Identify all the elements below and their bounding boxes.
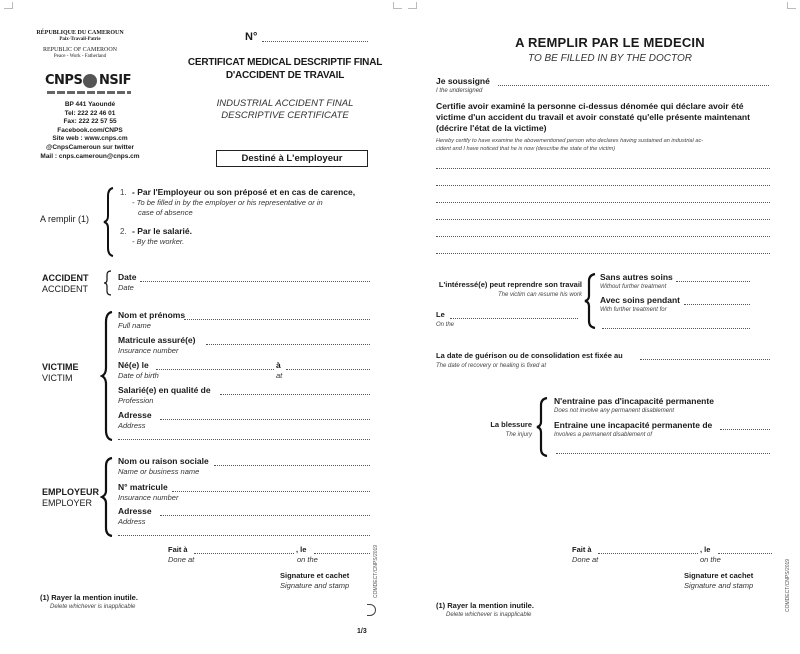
employer-label-en: EMPLOYER (42, 498, 93, 508)
description-line[interactable] (436, 185, 770, 186)
resume-extra-field[interactable] (602, 328, 750, 329)
certify-fr-line: victime d'un accident du travail et avoir constaté qu'elle présente maintenant (436, 112, 751, 122)
brace-icon (103, 270, 113, 296)
title-en (185, 98, 385, 122)
print-code: COMDECT/CNPS/2019 (785, 558, 791, 612)
undersigned-field[interactable] (498, 85, 769, 86)
crop-mark (4, 2, 13, 9)
recovery-field[interactable] (640, 359, 770, 360)
employer-address-field-2[interactable] (118, 535, 370, 536)
contact-line: Facebook.com/CNPS (57, 126, 123, 134)
recovery-en: The date of recovery or healing is fixed at (436, 363, 547, 369)
victim-insurance-en: Insurance number (118, 346, 179, 355)
title-en-line: DESCRIPTIVE CERTIFICATE (221, 110, 349, 121)
recovery-fr: La date de guérison ou de consolidation est fixée au (436, 351, 623, 360)
victim-birthplace-field[interactable] (286, 369, 370, 370)
destination-label: Destiné à L'employeur (241, 153, 343, 164)
employer-address-en: Address (118, 517, 146, 526)
contact-line: @CnpsCameroun sur twitter (46, 143, 134, 151)
item2-fr: - Par le salarié. (132, 226, 193, 236)
employer-address-field[interactable] (160, 515, 370, 516)
republic-header (30, 30, 130, 59)
item2-en: - By the worker. (132, 237, 185, 246)
doctor-title-fr: A REMPLIR PAR LE MEDECIN (515, 35, 705, 50)
employer-reg-field[interactable] (172, 491, 370, 492)
cnps-logo (45, 74, 135, 96)
on-en: on the (297, 555, 318, 564)
number-field[interactable] (262, 41, 368, 42)
logo-right-text: NSIF (99, 73, 131, 88)
injury-label-en: The injury (505, 432, 532, 438)
victim-profession-fr: Salarié(e) en qualité de (118, 385, 211, 395)
victim-label-en: VICTIM (42, 373, 73, 383)
victim-name-en: Full name (118, 321, 151, 330)
done-at-en: Done at (572, 555, 599, 564)
title-fr (185, 56, 385, 82)
on-date-field[interactable] (314, 553, 370, 554)
accident-label-en: ACCIDENT (42, 284, 89, 294)
number-label: N° (245, 31, 258, 43)
employer-label-fr: EMPLOYEUR (42, 487, 100, 497)
injury-extra-field[interactable] (556, 453, 770, 454)
motto-en: Peace - Work - Fatherland (53, 53, 107, 59)
crop-mark (408, 2, 417, 9)
injury-label-fr: La blessure (490, 420, 532, 429)
to-fill-label: A remplir (1) (40, 214, 90, 224)
on-en: on the (700, 555, 721, 564)
note-fr: (1) Rayer la mention inutile. (436, 601, 534, 610)
victim-name-field[interactable] (184, 319, 370, 320)
description-line[interactable] (436, 168, 770, 169)
resume-on-fr: Le (436, 310, 445, 319)
description-line[interactable] (436, 219, 770, 220)
certify-en-line: Hereby certify to have examine the abovementioned person who declares having sustained an industrial ac- (436, 138, 704, 144)
resume-on-field[interactable] (450, 318, 578, 319)
accident-date-fr: Date (118, 272, 137, 282)
description-line[interactable] (436, 202, 770, 203)
item2-number: 2. (120, 227, 127, 236)
undersigned-fr: Je soussigné (436, 76, 490, 86)
employer-name-field[interactable] (214, 465, 370, 466)
note-en: Delete whichever is inapplicable (50, 604, 136, 610)
contact-line: Tel: 222 22 46 01 (64, 109, 116, 117)
injury-opt1-fr: N'entraine pas d'incapacité permanente (554, 396, 714, 406)
victim-address-field-2[interactable] (118, 439, 370, 440)
note-fr: (1) Rayer la mention inutile. (40, 593, 138, 602)
item1-number: 1. (120, 188, 127, 197)
crop-mark (787, 2, 796, 9)
victim-label-fr: VICTIME (42, 362, 79, 372)
country-en: REPUBLIC OF CAMEROON (42, 46, 117, 53)
injury-opt2-en: Involves a permanent disablement of (554, 432, 653, 438)
victim-born-en: Date of birth (118, 371, 159, 380)
logo-emblem-icon (83, 74, 97, 88)
employer-name-en: Name or business name (118, 467, 200, 476)
logo-stripe (47, 91, 131, 94)
brace-icon (100, 310, 114, 442)
resume-label-fr: L'intéressé(e) peut reprendre son travail (438, 280, 582, 289)
description-line[interactable] (436, 253, 770, 254)
brace-icon (100, 456, 114, 538)
on-fr: , le (296, 545, 307, 554)
certify-fr-line: (décrire l'état de la victime) (436, 123, 547, 133)
description-line[interactable] (436, 236, 770, 237)
contact-line: Site web : www.cnps.cm (52, 135, 128, 143)
certify-fr-line: Certifie avoir examiné la personne ci-dessus dénomée qui déclare avoir été (436, 101, 744, 111)
done-at-en: Done at (168, 555, 195, 564)
victim-at-en: at (276, 371, 283, 380)
sign-fr: Signature et cachet (280, 571, 350, 580)
sign-fr: Signature et cachet (684, 571, 754, 580)
done-at-field[interactable] (598, 553, 698, 554)
contact-line: Fax: 222 22 57 55 (63, 118, 117, 126)
note-en: Delete whichever is inapplicable (446, 612, 532, 618)
injury-opt2-field[interactable] (720, 429, 770, 430)
page-number: 1/3 (357, 628, 367, 635)
accident-label-fr: ACCIDENT (42, 273, 89, 283)
accident-date-field[interactable] (140, 281, 370, 282)
resume-opt2-fr: Avec soins pendant (600, 295, 680, 305)
victim-at-fr: à (276, 360, 281, 370)
motto-fr: Paix-Travail-Patrie (59, 36, 101, 42)
country-fr: RÉPUBLIQUE DU CAMEROUN (36, 30, 124, 36)
crop-mark (393, 2, 402, 9)
contact-block (30, 101, 150, 161)
undersigned-en: I the undersigned (436, 88, 483, 94)
done-at-fr: Fait à (168, 545, 188, 554)
logo-left-text: CNPS (45, 73, 83, 88)
employer-address-fr: Adresse (118, 506, 152, 516)
victim-profession-en: Profession (118, 396, 154, 405)
victim-insurance-fr: Matricule assuré(e) (118, 335, 196, 345)
resume-opt1-field[interactable] (676, 281, 750, 282)
brace-icon (583, 272, 597, 330)
victim-born-fr: Né(e) le (118, 360, 149, 370)
destination-box (216, 150, 368, 167)
brace-icon (535, 396, 549, 458)
accident-date-en: Date (118, 283, 134, 292)
brace-icon (102, 186, 116, 258)
victim-born-field[interactable] (156, 369, 274, 370)
resume-opt2-en: With further treatment for (600, 307, 667, 313)
item1-en: - To be filled in by the employer or his representative or in (132, 198, 323, 207)
certify-en-line: cident and I have noticed that he is now (describe the state of the victim) (436, 146, 616, 152)
resume-on-en: On the (436, 322, 455, 328)
contact-line: BP 441 Yaoundé (64, 101, 116, 108)
done-at-field[interactable] (194, 553, 294, 554)
on-fr: , le (700, 545, 711, 554)
title-en-line: INDUSTRIAL ACCIDENT FINAL (216, 98, 354, 109)
victim-profession-field[interactable] (220, 394, 370, 395)
resume-opt1-en: Without further treatment (600, 284, 667, 290)
on-date-field[interactable] (718, 553, 772, 554)
sign-en: Signature and stamp (684, 581, 754, 590)
employer-reg-en: Insurance number (118, 493, 179, 502)
sign-en: Signature and stamp (280, 581, 350, 590)
injury-opt2-fr: Entraine une incapacité permanente de (554, 420, 713, 430)
contact-line: Mail : cnps.cameroun@cnps.cm (40, 152, 140, 160)
injury-opt1-en: Does not involve any permanent disablement (554, 408, 675, 414)
victim-address-fr: Adresse (118, 410, 152, 420)
doctor-title-en: TO BE FILLED IN BY THE DOCTOR (528, 53, 692, 64)
victim-insurance-field[interactable] (206, 344, 370, 345)
fold-mark-icon (367, 604, 376, 616)
certify-en (436, 137, 770, 153)
item1-en-cont: case of absence (138, 208, 193, 217)
victim-address-en: Address (118, 421, 146, 430)
employer-name-fr: Nom ou raison sociale (118, 456, 209, 466)
employer-reg-fr: N° matricule (118, 482, 168, 492)
victim-name-fr: Nom et prénoms (118, 310, 186, 320)
resume-opt2-field[interactable] (684, 304, 750, 305)
certify-fr (436, 101, 770, 134)
print-code: COMDECT/CNPS/2019 (373, 544, 379, 598)
done-at-fr: Fait à (572, 545, 592, 554)
title-fr-line: CERTIFICAT MEDICAL DESCRIPTIF FINAL (187, 57, 383, 68)
resume-label-en: The victim can resume his work (497, 292, 582, 298)
item1-fr: - Par l'Employeur ou son préposé et en cas de carence, (132, 187, 356, 197)
victim-address-field[interactable] (160, 419, 370, 420)
title-fr-line: D'ACCIDENT DE TRAVAIL (225, 70, 345, 81)
resume-opt1-fr: Sans autres soins (600, 272, 673, 282)
